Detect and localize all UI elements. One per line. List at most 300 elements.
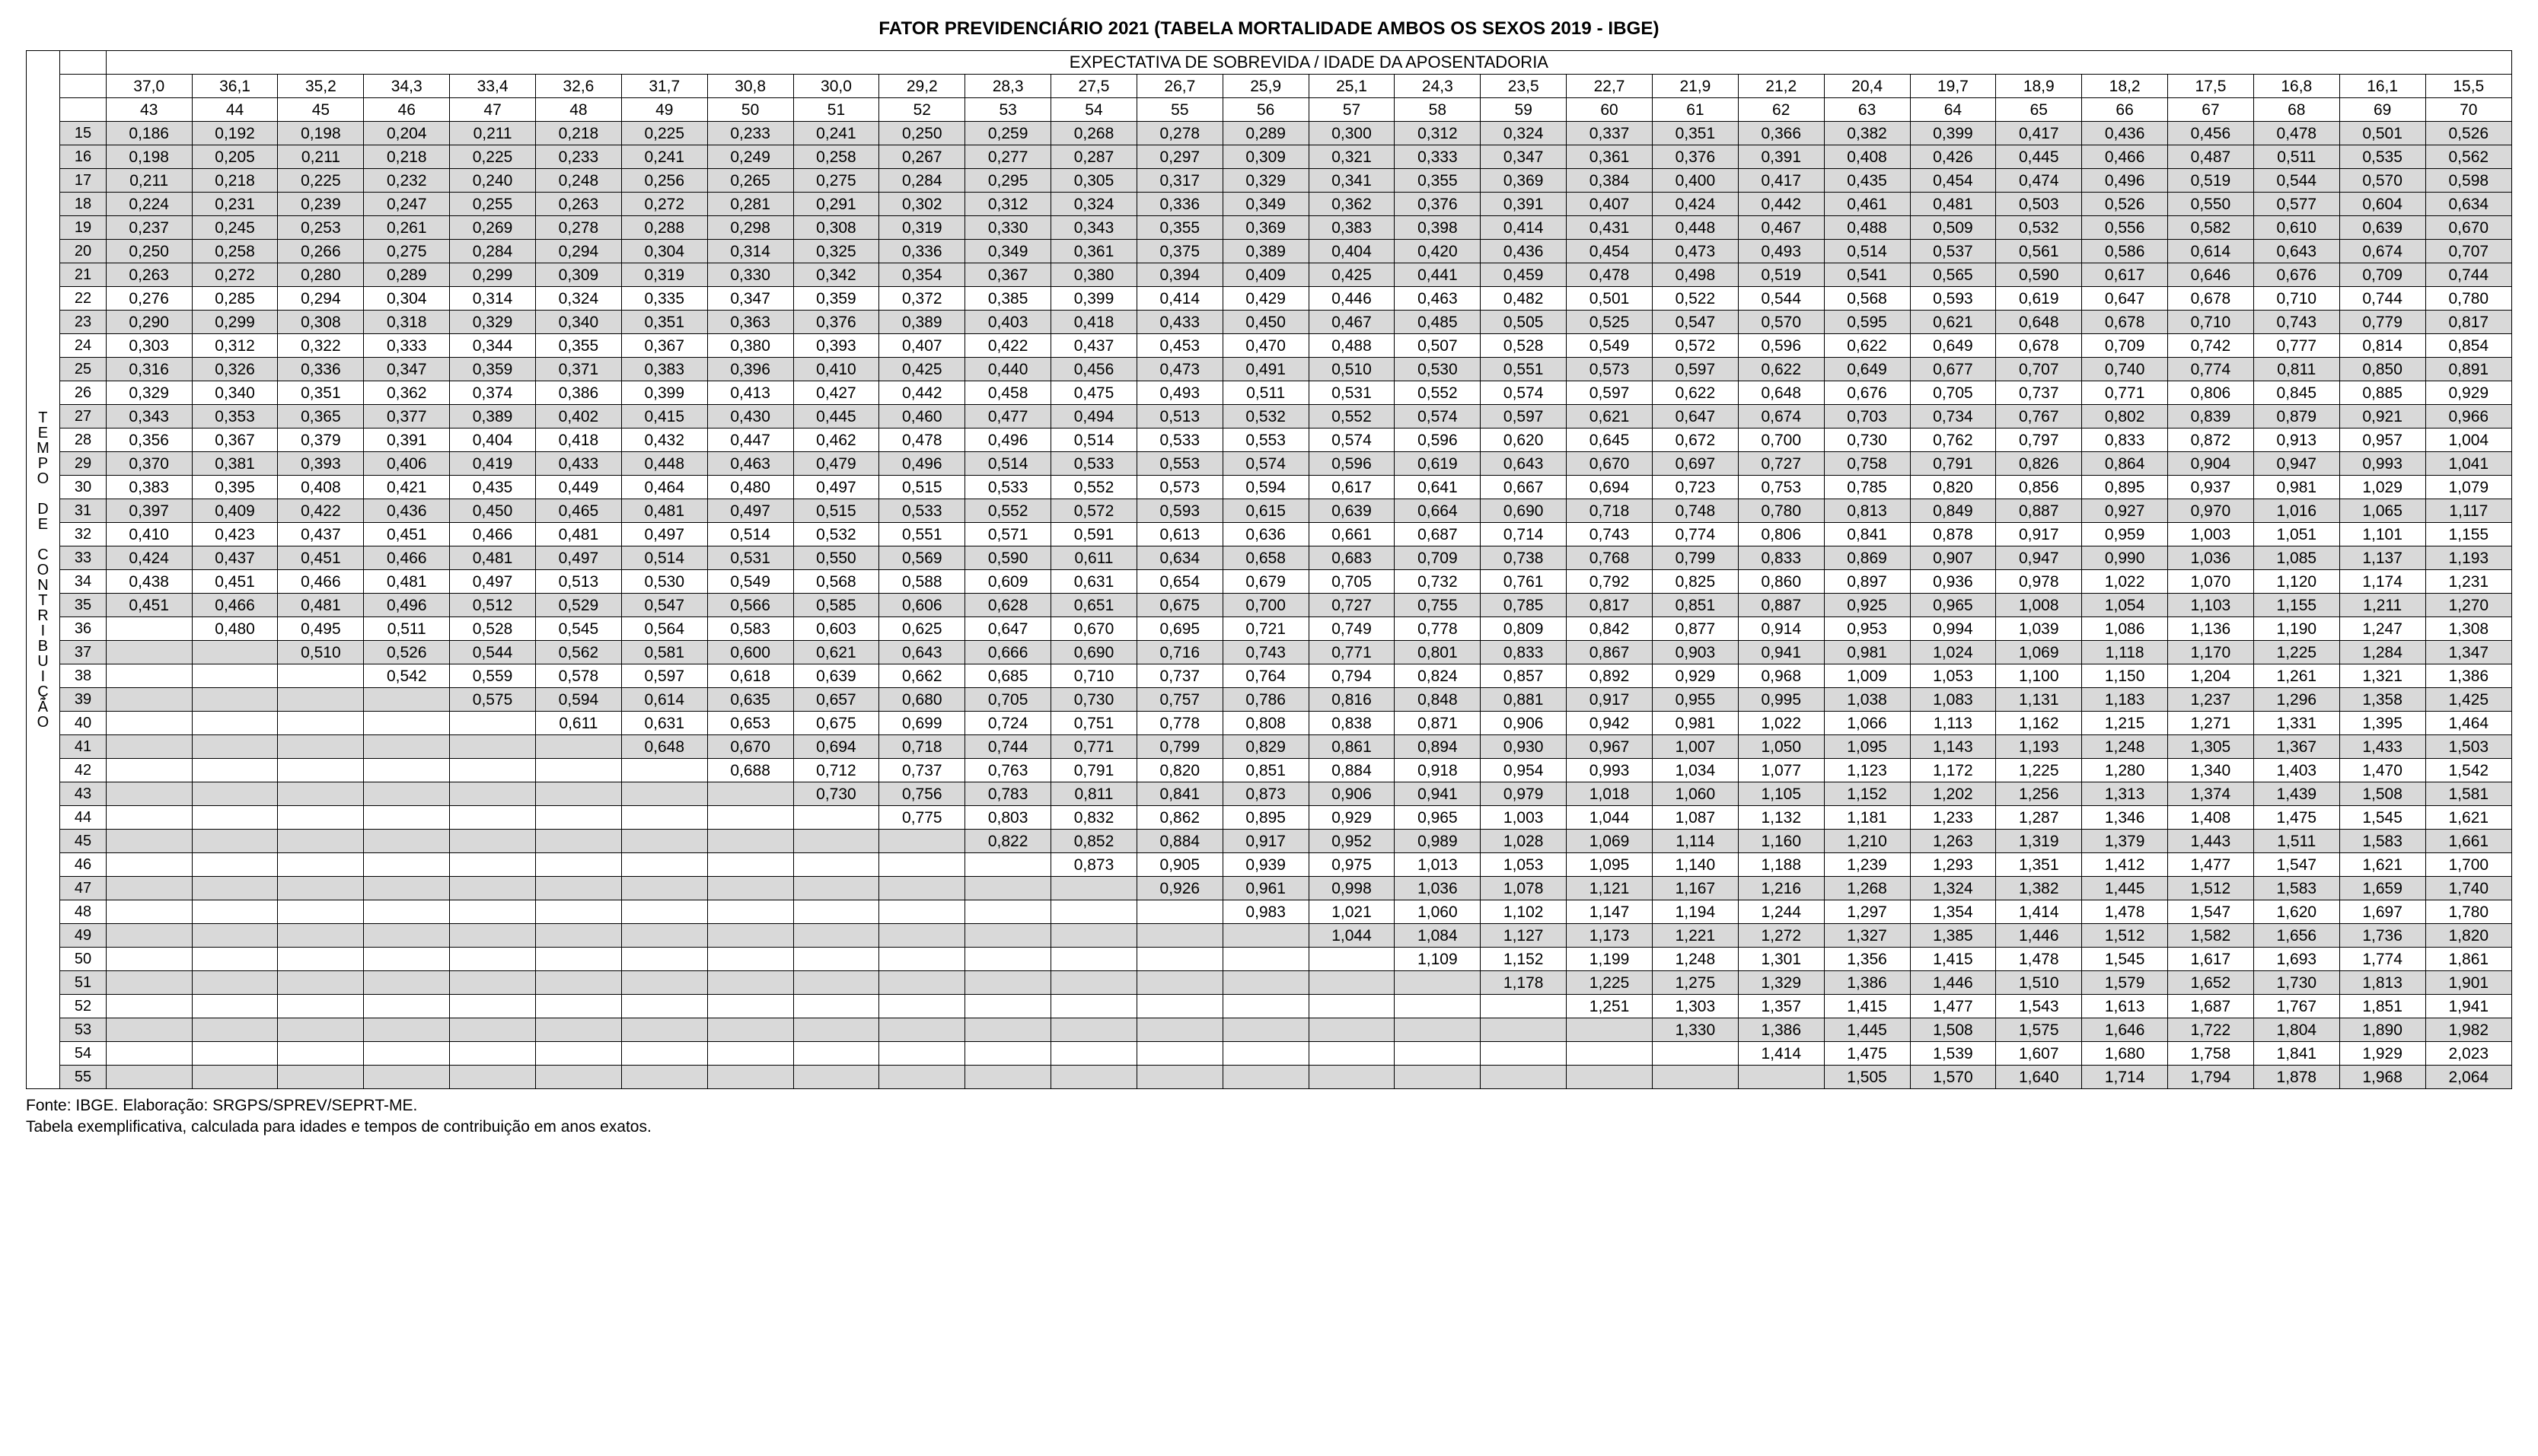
contribution-years-header: 18 bbox=[60, 193, 106, 216]
factor-cell: 0,658 bbox=[1223, 546, 1309, 570]
factor-cell: 0,679 bbox=[1223, 570, 1309, 594]
survival-expectancy-header: 25,9 bbox=[1223, 75, 1309, 98]
factor-cell: 0,237 bbox=[106, 216, 192, 240]
factor-cell: 0,596 bbox=[1395, 429, 1481, 452]
factor-cell: 0,826 bbox=[1996, 452, 2082, 476]
factor-cell: 0,466 bbox=[364, 546, 450, 570]
factor-cell: 0,639 bbox=[2339, 216, 2425, 240]
factor-cell: 0,590 bbox=[1996, 263, 2082, 287]
factor-cell: 1,060 bbox=[1652, 782, 1738, 806]
factor-cell: 1,508 bbox=[2339, 782, 2425, 806]
survival-expectancy-header: 32,6 bbox=[536, 75, 622, 98]
factor-cell: 0,425 bbox=[1309, 263, 1395, 287]
factor-cell: 1,170 bbox=[2168, 641, 2254, 664]
empty-cell bbox=[450, 830, 536, 853]
factor-cell: 0,454 bbox=[1567, 240, 1653, 263]
factor-cell: 0,370 bbox=[106, 452, 192, 476]
factor-cell: 0,437 bbox=[278, 523, 364, 546]
factor-cell: 0,240 bbox=[450, 169, 536, 193]
factor-cell: 0,861 bbox=[1309, 735, 1395, 759]
factor-cell: 0,329 bbox=[106, 381, 192, 405]
retirement-age-header: 52 bbox=[879, 98, 965, 122]
factor-cell: 0,994 bbox=[1910, 617, 1996, 641]
retirement-age-header: 61 bbox=[1652, 98, 1738, 122]
empty-cell bbox=[364, 712, 450, 735]
retirement-age-header: 68 bbox=[2253, 98, 2339, 122]
factor-cell: 0,343 bbox=[1051, 216, 1137, 240]
factor-cell: 0,894 bbox=[1395, 735, 1481, 759]
factor-cell: 0,869 bbox=[1824, 546, 1910, 570]
factor-cell: 0,864 bbox=[2082, 452, 2168, 476]
empty-cell bbox=[192, 782, 278, 806]
factor-cell: 0,549 bbox=[1567, 334, 1653, 358]
contribution-years-header: 52 bbox=[60, 995, 106, 1018]
factor-cell: 0,700 bbox=[1223, 594, 1309, 617]
table-row bbox=[27, 1018, 2512, 1042]
factor-cell: 0,470 bbox=[1223, 334, 1309, 358]
factor-cell: 0,544 bbox=[450, 641, 536, 664]
factor-cell: 0,278 bbox=[536, 216, 622, 240]
factor-cell: 0,594 bbox=[536, 688, 622, 712]
factor-cell: 1,308 bbox=[2425, 617, 2511, 641]
factor-cell: 0,695 bbox=[1137, 617, 1223, 641]
factor-cell: 0,258 bbox=[793, 145, 879, 169]
survival-expectancy-header: 26,7 bbox=[1137, 75, 1223, 98]
factor-cell: 0,811 bbox=[1051, 782, 1137, 806]
factor-cell: 0,337 bbox=[1567, 122, 1653, 145]
factor-cell: 0,268 bbox=[1051, 122, 1137, 145]
factor-cell: 0,225 bbox=[278, 169, 364, 193]
contribution-years-header: 50 bbox=[60, 948, 106, 971]
factor-cell: 1,386 bbox=[1824, 971, 1910, 995]
factor-cell: 0,497 bbox=[450, 570, 536, 594]
factor-cell: 0,432 bbox=[621, 429, 707, 452]
factor-cell: 1,173 bbox=[1567, 924, 1653, 948]
empty-cell bbox=[707, 924, 793, 948]
contribution-years-header: 51 bbox=[60, 971, 106, 995]
table-row bbox=[27, 546, 2512, 570]
factor-cell: 0,448 bbox=[1652, 216, 1738, 240]
empty-cell bbox=[278, 1042, 364, 1066]
empty-cell bbox=[106, 995, 192, 1018]
factor-cell: 0,436 bbox=[364, 499, 450, 523]
table-row bbox=[27, 240, 2512, 263]
factor-cell: 0,424 bbox=[106, 546, 192, 570]
factor-cell: 0,678 bbox=[2168, 287, 2254, 311]
factor-cell: 0,496 bbox=[879, 452, 965, 476]
table-row bbox=[27, 122, 2512, 145]
table-row bbox=[27, 287, 2512, 311]
factor-cell: 0,564 bbox=[621, 617, 707, 641]
retirement-age-header: 50 bbox=[707, 98, 793, 122]
factor-cell: 0,622 bbox=[1824, 334, 1910, 358]
empty-cell bbox=[793, 1066, 879, 1089]
factor-cell: 0,414 bbox=[1137, 287, 1223, 311]
factor-cell: 1,680 bbox=[2082, 1042, 2168, 1066]
factor-cell: 0,465 bbox=[536, 499, 622, 523]
contribution-years-header: 48 bbox=[60, 900, 106, 924]
factor-cell: 0,414 bbox=[1481, 216, 1567, 240]
factor-cell: 0,892 bbox=[1567, 664, 1653, 688]
factor-cell: 0,825 bbox=[1652, 570, 1738, 594]
factor-cell: 0,522 bbox=[1652, 287, 1738, 311]
factor-cell: 0,643 bbox=[879, 641, 965, 664]
factor-cell: 1,284 bbox=[2339, 641, 2425, 664]
factor-cell: 0,690 bbox=[1481, 499, 1567, 523]
empty-cell bbox=[1223, 1018, 1309, 1042]
factor-cell: 0,302 bbox=[879, 193, 965, 216]
empty-cell bbox=[965, 877, 1051, 900]
factor-cell: 0,495 bbox=[278, 617, 364, 641]
empty-cell bbox=[621, 924, 707, 948]
factor-cell: 0,372 bbox=[879, 287, 965, 311]
empty-cell bbox=[192, 877, 278, 900]
factor-cell: 0,241 bbox=[793, 122, 879, 145]
factor-cell: 0,418 bbox=[536, 429, 622, 452]
factor-cell: 0,463 bbox=[1395, 287, 1481, 311]
factor-cell: 0,211 bbox=[278, 145, 364, 169]
empty-cell bbox=[450, 971, 536, 995]
factor-cell: 1,150 bbox=[2082, 664, 2168, 688]
survival-expectancy-header: 16,1 bbox=[2339, 75, 2425, 98]
factor-cell: 0,709 bbox=[2082, 334, 2168, 358]
factor-cell: 0,753 bbox=[1738, 476, 1824, 499]
empty-cell bbox=[106, 735, 192, 759]
survival-expectancy-header: 18,2 bbox=[2082, 75, 2168, 98]
survival-expectancy-header: 15,5 bbox=[2425, 75, 2511, 98]
factor-cell: 0,347 bbox=[707, 287, 793, 311]
factor-cell: 0,817 bbox=[1567, 594, 1653, 617]
empty-cell bbox=[1223, 971, 1309, 995]
factor-cell: 1,013 bbox=[1395, 853, 1481, 877]
factor-cell: 1,982 bbox=[2425, 1018, 2511, 1042]
factor-cell: 0,914 bbox=[1738, 617, 1824, 641]
factor-cell: 0,529 bbox=[536, 594, 622, 617]
factor-cell: 0,600 bbox=[707, 641, 793, 664]
factor-cell: 1,613 bbox=[2082, 995, 2168, 1018]
factor-cell: 1,083 bbox=[1910, 688, 1996, 712]
factor-cell: 1,347 bbox=[2425, 641, 2511, 664]
contribution-years-header: 23 bbox=[60, 311, 106, 334]
factor-cell: 1,439 bbox=[2253, 782, 2339, 806]
empty-cell bbox=[707, 1042, 793, 1066]
factor-cell: 0,423 bbox=[192, 523, 278, 546]
factor-cell: 1,069 bbox=[1567, 830, 1653, 853]
empty-cell bbox=[450, 924, 536, 948]
empty-cell bbox=[1395, 995, 1481, 1018]
factor-cell: 0,598 bbox=[2425, 169, 2511, 193]
empty-cell bbox=[1051, 924, 1137, 948]
empty-cell bbox=[793, 1018, 879, 1042]
factor-cell: 0,456 bbox=[2168, 122, 2254, 145]
factor-cell: 0,799 bbox=[1137, 735, 1223, 759]
empty-cell bbox=[621, 853, 707, 877]
contribution-years-header: 27 bbox=[60, 405, 106, 429]
factor-cell: 0,552 bbox=[965, 499, 1051, 523]
factor-cell: 1,039 bbox=[1996, 617, 2082, 641]
empty-cell bbox=[106, 617, 192, 641]
empty-cell bbox=[106, 641, 192, 664]
factor-cell: 0,255 bbox=[450, 193, 536, 216]
empty-cell bbox=[1137, 1018, 1223, 1042]
factor-cell: 0,970 bbox=[2168, 499, 2254, 523]
empty-cell bbox=[192, 759, 278, 782]
empty-cell bbox=[879, 900, 965, 924]
factor-cell: 1,147 bbox=[1567, 900, 1653, 924]
factor-cell: 0,635 bbox=[707, 688, 793, 712]
factor-cell: 1,225 bbox=[1567, 971, 1653, 995]
factor-cell: 0,572 bbox=[1652, 334, 1738, 358]
factor-cell: 1,412 bbox=[2082, 853, 2168, 877]
factor-cell: 0,356 bbox=[106, 429, 192, 452]
factor-cell: 0,510 bbox=[1309, 358, 1395, 381]
table-row bbox=[27, 1042, 2512, 1066]
empty-cell bbox=[106, 853, 192, 877]
footnote-source: Fonte: IBGE. Elaboração: SRGPS/SPREV/SEPRT-ME. bbox=[26, 1097, 418, 1114]
factor-cell: 1,204 bbox=[2168, 664, 2254, 688]
factor-cell: 0,211 bbox=[450, 122, 536, 145]
empty-cell bbox=[793, 830, 879, 853]
factor-cell: 1,261 bbox=[2253, 664, 2339, 688]
factor-cell: 0,456 bbox=[1051, 358, 1137, 381]
factor-cell: 1,579 bbox=[2082, 971, 2168, 995]
factor-cell: 0,415 bbox=[621, 405, 707, 429]
factor-cell: 0,676 bbox=[1824, 381, 1910, 405]
empty-cell bbox=[793, 1042, 879, 1066]
factor-cell: 0,389 bbox=[450, 405, 536, 429]
table-row bbox=[27, 429, 2512, 452]
empty-cell bbox=[621, 759, 707, 782]
empty-cell bbox=[1567, 1042, 1653, 1066]
factor-cell: 0,767 bbox=[1996, 405, 2082, 429]
factor-cell: 0,631 bbox=[621, 712, 707, 735]
survival-expectancy-header: 21,9 bbox=[1652, 75, 1738, 98]
empty-cell bbox=[450, 1042, 536, 1066]
factor-cell: 0,724 bbox=[965, 712, 1051, 735]
factor-cell: 1,687 bbox=[2168, 995, 2254, 1018]
empty-cell bbox=[707, 1018, 793, 1042]
contribution-years-header: 44 bbox=[60, 806, 106, 830]
empty-cell bbox=[278, 806, 364, 830]
factor-cell: 0,245 bbox=[192, 216, 278, 240]
factor-cell: 1,547 bbox=[2168, 900, 2254, 924]
retirement-age-header: 60 bbox=[1567, 98, 1653, 122]
factor-cell: 0,643 bbox=[1481, 452, 1567, 476]
factor-cell: 0,743 bbox=[1223, 641, 1309, 664]
empty-cell bbox=[1567, 1018, 1653, 1042]
factor-cell: 0,785 bbox=[1824, 476, 1910, 499]
table-row bbox=[27, 193, 2512, 216]
factor-cell: 1,178 bbox=[1481, 971, 1567, 995]
factor-cell: 1,415 bbox=[1910, 948, 1996, 971]
factor-cell: 0,551 bbox=[879, 523, 965, 546]
factor-cell: 1,425 bbox=[2425, 688, 2511, 712]
factor-cell: 0,730 bbox=[1824, 429, 1910, 452]
factor-cell: 1,101 bbox=[2339, 523, 2425, 546]
factor-cell: 0,954 bbox=[1481, 759, 1567, 782]
factor-cell: 0,359 bbox=[793, 287, 879, 311]
factor-cell: 0,574 bbox=[1395, 405, 1481, 429]
factor-cell: 0,965 bbox=[1910, 594, 1996, 617]
factor-cell: 0,300 bbox=[1309, 122, 1395, 145]
factor-cell: 0,799 bbox=[1652, 546, 1738, 570]
factor-cell: 0,497 bbox=[793, 476, 879, 499]
empty-cell bbox=[278, 853, 364, 877]
column-axis-banner: EXPECTATIVA DE SOBREVIDA / IDADE DA APOSENTADORIA bbox=[106, 51, 2511, 75]
factor-cell: 1,155 bbox=[2253, 594, 2339, 617]
factor-cell: 1,160 bbox=[1738, 830, 1824, 853]
factor-cell: 0,497 bbox=[621, 523, 707, 546]
factor-cell: 1,508 bbox=[1910, 1018, 1996, 1042]
empty-cell bbox=[450, 877, 536, 900]
factor-cell: 0,481 bbox=[536, 523, 622, 546]
factor-cell: 0,363 bbox=[707, 311, 793, 334]
factor-cell: 1,120 bbox=[2253, 570, 2339, 594]
factor-cell: 1,758 bbox=[2168, 1042, 2254, 1066]
table-row bbox=[27, 712, 2512, 735]
factor-cell: 0,801 bbox=[1395, 641, 1481, 664]
factor-cell: 0,871 bbox=[1395, 712, 1481, 735]
factor-cell: 0,574 bbox=[1223, 452, 1309, 476]
empty-cell bbox=[1051, 900, 1137, 924]
factor-cell: 0,359 bbox=[450, 358, 536, 381]
factor-cell: 0,743 bbox=[2253, 311, 2339, 334]
factor-cell: 0,404 bbox=[1309, 240, 1395, 263]
factor-cell: 0,597 bbox=[1567, 381, 1653, 405]
factor-cell: 0,570 bbox=[1738, 311, 1824, 334]
factor-cell: 0,437 bbox=[192, 546, 278, 570]
factor-cell: 1,617 bbox=[2168, 948, 2254, 971]
factor-cell: 0,774 bbox=[1652, 523, 1738, 546]
factor-cell: 0,291 bbox=[793, 193, 879, 216]
factor-cell: 0,353 bbox=[192, 405, 278, 429]
factor-cell: 1,136 bbox=[2168, 617, 2254, 641]
factor-cell: 0,631 bbox=[1051, 570, 1137, 594]
table-corner-cell bbox=[60, 98, 106, 122]
empty-cell bbox=[192, 664, 278, 688]
factor-cell: 0,687 bbox=[1395, 523, 1481, 546]
factor-cell: 0,544 bbox=[2253, 169, 2339, 193]
empty-cell bbox=[1395, 1018, 1481, 1042]
factor-cell: 0,947 bbox=[1996, 546, 2082, 570]
factor-cell: 0,481 bbox=[364, 570, 450, 594]
factor-cell: 0,362 bbox=[364, 381, 450, 405]
empty-cell bbox=[1738, 1066, 1824, 1089]
empty-cell bbox=[364, 782, 450, 806]
factor-cell: 1,022 bbox=[2082, 570, 2168, 594]
factor-cell: 0,647 bbox=[2082, 287, 2168, 311]
empty-cell bbox=[793, 853, 879, 877]
factor-cell: 0,541 bbox=[1824, 263, 1910, 287]
empty-cell bbox=[965, 1066, 1051, 1089]
contribution-years-header: 26 bbox=[60, 381, 106, 405]
factor-cell: 0,547 bbox=[621, 594, 707, 617]
factor-cell: 0,716 bbox=[1137, 641, 1223, 664]
retirement-age-header: 45 bbox=[278, 98, 364, 122]
factor-cell: 0,473 bbox=[1652, 240, 1738, 263]
factor-cell: 1,044 bbox=[1567, 806, 1653, 830]
empty-cell bbox=[707, 995, 793, 1018]
factor-cell: 0,676 bbox=[2253, 263, 2339, 287]
factor-cell: 0,957 bbox=[2339, 429, 2425, 452]
factor-cell: 1,851 bbox=[2339, 995, 2425, 1018]
factor-cell: 1,414 bbox=[1738, 1042, 1824, 1066]
factor-cell: 0,610 bbox=[2253, 216, 2339, 240]
factor-cell: 0,398 bbox=[1395, 216, 1481, 240]
factor-cell: 0,336 bbox=[278, 358, 364, 381]
table-row bbox=[27, 169, 2512, 193]
factor-cell: 0,298 bbox=[707, 216, 793, 240]
survival-expectancy-header: 22,7 bbox=[1567, 75, 1653, 98]
factor-cell: 0,829 bbox=[1223, 735, 1309, 759]
factor-cell: 0,822 bbox=[965, 830, 1051, 853]
factor-cell: 0,700 bbox=[1738, 429, 1824, 452]
factor-cell: 0,743 bbox=[1567, 523, 1653, 546]
factor-cell: 0,272 bbox=[621, 193, 707, 216]
factor-cell: 1,358 bbox=[2339, 688, 2425, 712]
factor-cell: 0,397 bbox=[106, 499, 192, 523]
factor-cell: 0,460 bbox=[879, 405, 965, 429]
factor-cell: 1,225 bbox=[2253, 641, 2339, 664]
factor-cell: 0,402 bbox=[536, 405, 622, 429]
factor-cell: 1,319 bbox=[1996, 830, 2082, 853]
factor-cell: 0,447 bbox=[707, 429, 793, 452]
empty-cell bbox=[192, 712, 278, 735]
factor-cell: 0,617 bbox=[1309, 476, 1395, 499]
factor-cell: 0,391 bbox=[364, 429, 450, 452]
factor-cell: 0,947 bbox=[2253, 452, 2339, 476]
factor-cell: 0,394 bbox=[1137, 263, 1223, 287]
empty-cell bbox=[364, 924, 450, 948]
factor-cell: 0,771 bbox=[1051, 735, 1137, 759]
empty-cell bbox=[278, 712, 364, 735]
factor-cell: 1,356 bbox=[1824, 948, 1910, 971]
table-row bbox=[27, 452, 2512, 476]
factor-cell: 0,670 bbox=[707, 735, 793, 759]
factor-cell: 0,376 bbox=[1395, 193, 1481, 216]
factor-cell: 0,318 bbox=[364, 311, 450, 334]
factor-cell: 1,503 bbox=[2425, 735, 2511, 759]
factor-cell: 1,287 bbox=[1996, 806, 2082, 830]
empty-cell bbox=[106, 712, 192, 735]
factor-cell: 0,621 bbox=[1567, 405, 1653, 429]
empty-cell bbox=[1051, 1042, 1137, 1066]
factor-cell: 0,952 bbox=[1309, 830, 1395, 853]
factor-cell: 1,583 bbox=[2253, 877, 2339, 900]
factor-cell: 0,820 bbox=[1910, 476, 1996, 499]
factor-cell: 0,585 bbox=[793, 594, 879, 617]
factor-cell: 1,794 bbox=[2168, 1066, 2254, 1089]
factor-cell: 1,100 bbox=[1996, 664, 2082, 688]
factor-cell: 1,239 bbox=[1824, 853, 1910, 877]
factor-cell: 1,036 bbox=[2168, 546, 2254, 570]
empty-cell bbox=[106, 759, 192, 782]
factor-cell: 0,513 bbox=[1137, 405, 1223, 429]
factor-cell: 0,841 bbox=[1824, 523, 1910, 546]
factor-cell: 0,204 bbox=[364, 122, 450, 145]
factor-cell: 0,926 bbox=[1137, 877, 1223, 900]
factor-cell: 1,028 bbox=[1481, 830, 1567, 853]
factor-cell: 1,172 bbox=[1910, 759, 1996, 782]
empty-cell bbox=[364, 830, 450, 853]
factor-cell: 0,295 bbox=[965, 169, 1051, 193]
empty-cell bbox=[364, 1042, 450, 1066]
factor-cell: 0,621 bbox=[1910, 311, 1996, 334]
empty-cell bbox=[1395, 971, 1481, 995]
factor-cell: 0,419 bbox=[450, 452, 536, 476]
factor-cell: 1,303 bbox=[1652, 995, 1738, 1018]
factor-cell: 0,431 bbox=[1567, 216, 1653, 240]
